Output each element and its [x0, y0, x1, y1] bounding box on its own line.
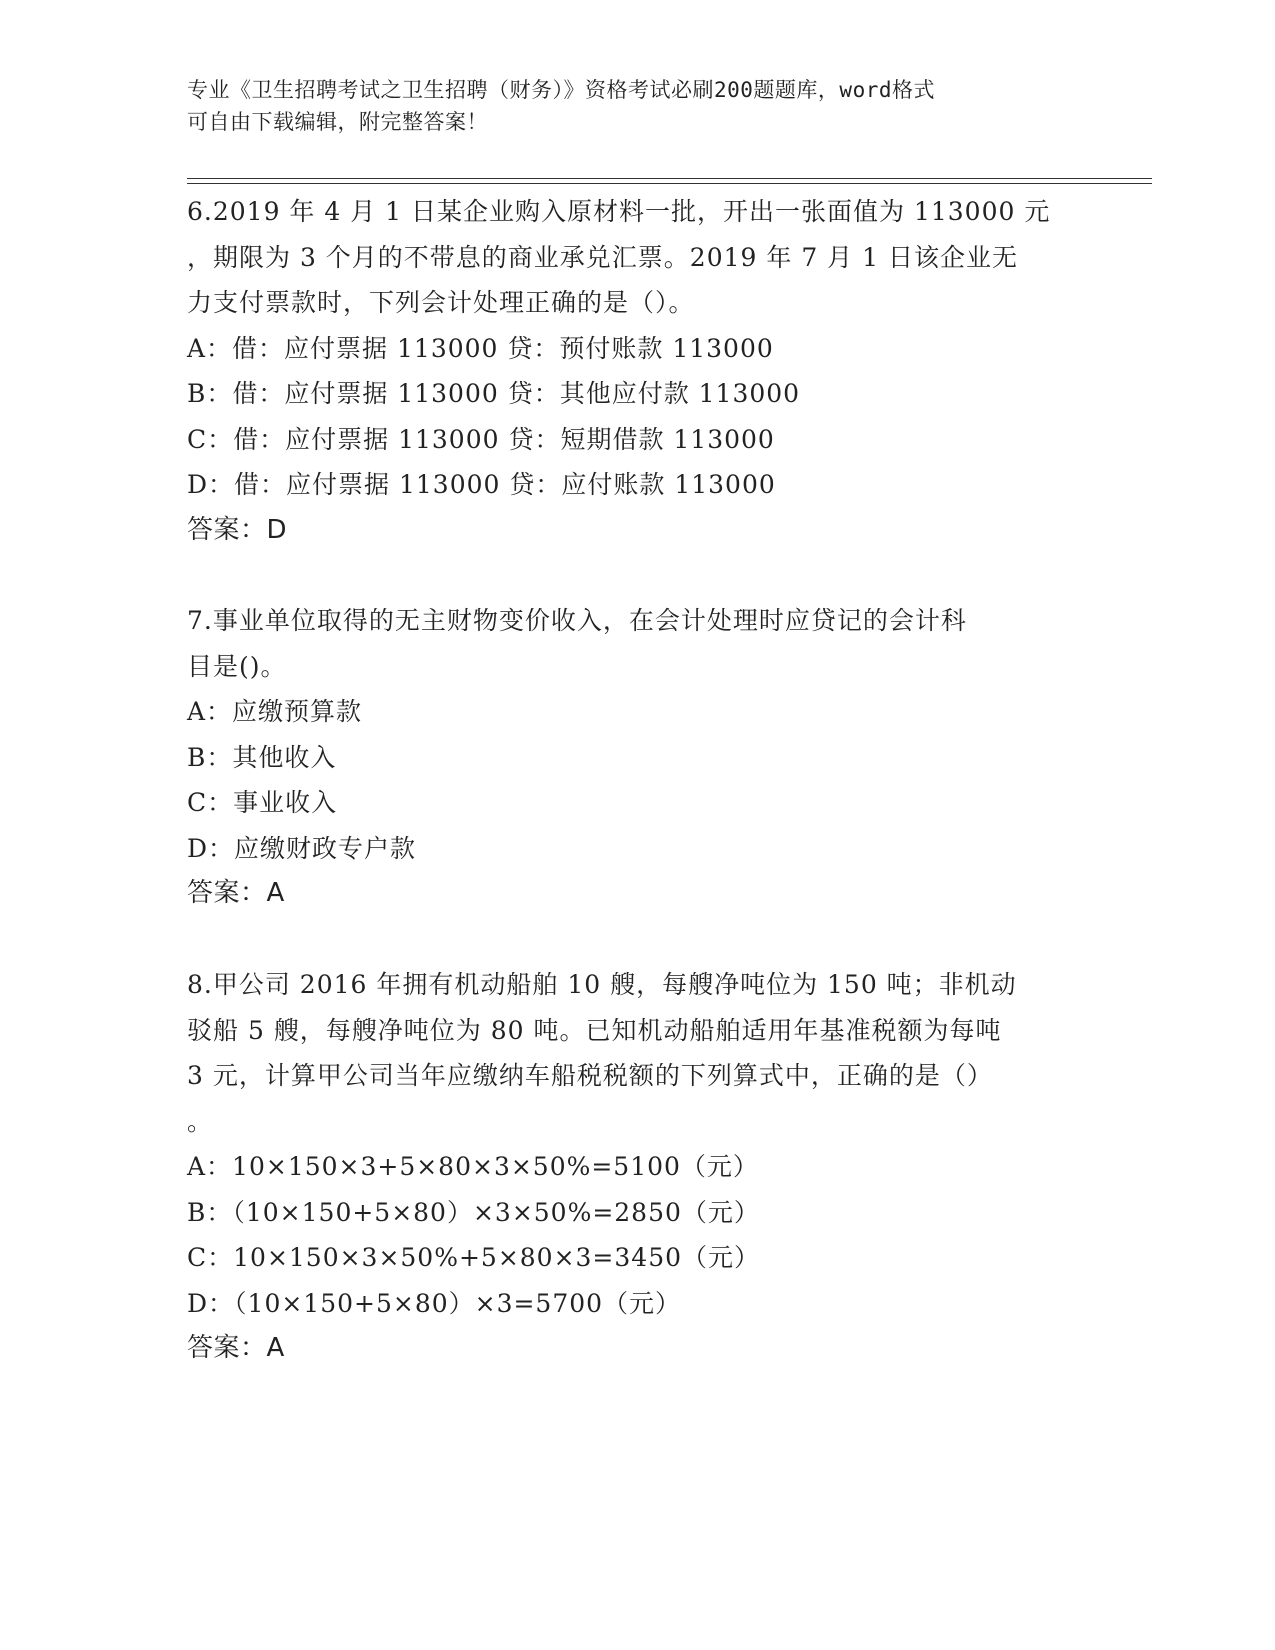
option-c: C：事业收入 — [187, 788, 338, 817]
question-7 — [187, 598, 1087, 917]
question-text-line: 6.2019 年 4 月 1 日某企业购入原材料一批，开出一张面值为 113000 元 — [187, 197, 1051, 226]
option-b: B：借：应付票据 113000 贷：其他应付款 113000 — [187, 379, 801, 408]
option-d: D：借：应付票据 113000 贷：应付账款 113000 — [187, 470, 776, 499]
header-line-2: 可自由下载编辑，附完整答案！ — [187, 110, 488, 134]
question-text-line: 驳船 5 艘，每艘净吨位为 80 吨。已知机动船舶适用年基准税额为每吨 — [187, 1015, 1002, 1045]
header-divider-top — [187, 178, 1152, 179]
option-b: B：其他收入 — [187, 742, 337, 772]
option-c: C：10×150×3×50%+5×80×3=3450（元） — [187, 1243, 761, 1272]
option-a: A：应缴预算款 — [187, 697, 363, 726]
option-a: A：借：应付票据 113000 贷：预付账款 113000 — [187, 333, 774, 363]
option-d: D：（10×150+5×80）×3=5700（元） — [187, 1288, 682, 1318]
question-8 — [187, 962, 1087, 1372]
question-text-line: ，期限为 3 个月的不带息的商业承兑汇票。2019 年 7 月 1 日该企业无 — [187, 242, 1018, 272]
question-text-line: 。 — [187, 1106, 214, 1136]
option-a: A：10×150×3+5×80×3×50%=5100（元） — [187, 1152, 759, 1181]
option-d: D：应缴财政专户款 — [187, 833, 417, 863]
question-6 — [187, 189, 1087, 553]
answer-line: 答案：D — [187, 514, 288, 545]
option-c: C：借：应付票据 113000 贷：短期借款 113000 — [187, 424, 775, 454]
answer-line: 答案：A — [187, 878, 285, 908]
header-line-1: 专业《卫生招聘考试之卫生招聘（财务）》资格考试必刷200题题库，word格式 — [187, 78, 935, 102]
question-text-line: 目是()。 — [187, 651, 287, 681]
question-text-line: 力支付票款时，下列会计处理正确的是（）。 — [187, 288, 695, 317]
option-b: B：（10×150+5×80）×3×50%=2850（元） — [187, 1197, 760, 1227]
question-text-line: 3 元，计算甲公司当年应缴纳车船税税额的下列算式中，正确的是（） — [187, 1061, 993, 1090]
question-text-line: 8.甲公司 2016 年拥有机动船舶 10 艘，每艘净吨位为 150 吨；非机动 — [187, 970, 1017, 999]
question-text-line: 7.事业单位取得的无主财物变价收入，在会计处理时应贷记的会计科 — [187, 606, 967, 635]
document-header — [187, 74, 1087, 138]
header-divider-bottom — [187, 183, 1152, 184]
answer-line: 答案：A — [187, 1333, 285, 1363]
